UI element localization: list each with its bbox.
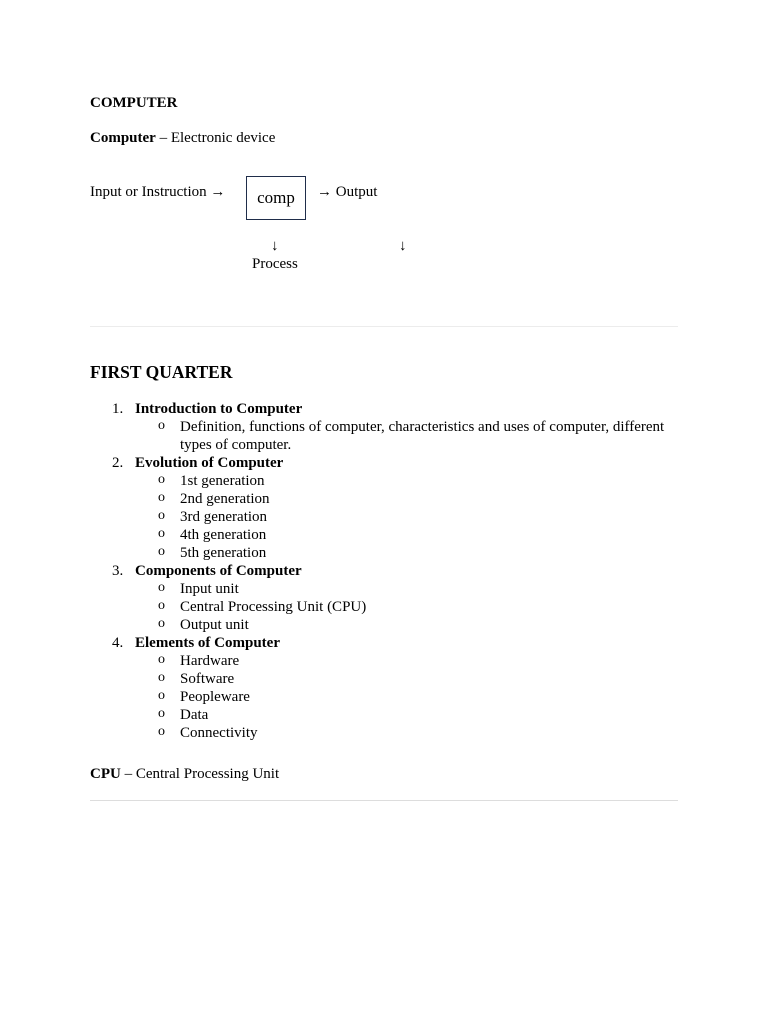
section-title: FIRST QUARTER [90,362,233,382]
diagram-computer-box [246,176,306,220]
cpu-definition [90,765,279,783]
item-number: 4. [112,635,124,651]
bullet-icon: o [158,706,165,721]
sub-item [90,670,678,688]
sub-item [90,418,678,454]
diagram-process-label: Process [252,256,298,272]
sub-item [90,724,678,742]
bullet-icon: o [158,526,165,541]
sub-item [90,652,678,670]
sub-item-text: Software [180,671,235,687]
item-title: Introduction to Computer [135,401,303,417]
sub-item [90,616,678,634]
sub-item [90,544,678,562]
bullet-icon: o [158,544,165,559]
diagram-box-label: comp [257,188,295,207]
item-number: 3. [112,563,124,579]
sub-item-text: Input unit [180,581,239,597]
sub-item-text: 3rd generation [180,509,268,525]
sub-item-text: Peopleware [180,689,250,705]
diagram-down-arrow-icon: ↓ [399,238,407,254]
sub-item [90,526,678,544]
bullet-icon: o [158,418,165,433]
bullet-icon: o [158,598,165,613]
bullet-icon: o [158,616,165,631]
diagram-input-label: Input or Instruction → [90,184,226,200]
sub-item-text: Central Processing Unit (CPU) [180,599,367,615]
sub-item-text: Data [180,707,209,723]
sub-item [90,706,678,724]
sub-item-text: Definition, functions of computer, characteristics and uses of computer, different types of computer. [180,419,665,453]
outline-item [90,454,678,562]
sub-item [90,580,678,598]
sub-item [90,688,678,706]
item-number: 2. [112,455,124,471]
sub-item-text: Output unit [180,617,249,633]
bullet-icon: o [158,472,165,487]
computer-definition [90,129,275,147]
diagram-down-arrow-icon: ↓ [271,238,279,254]
sub-item-text: 1st generation [180,473,265,489]
divider [90,326,678,327]
sub-item [90,508,678,526]
outline-item [90,562,678,634]
sub-item-text: 4th generation [180,527,267,543]
page-heading: COMPUTER [90,95,178,111]
divider [90,800,678,801]
diagram-output-label: → Output [317,184,378,200]
definition-text: – Electronic device [155,130,276,146]
cpu-definition-text: – Central Processing Unit [120,766,280,782]
bullet-icon: o [158,652,165,667]
sub-item [90,490,678,508]
item-number: 1. [112,401,124,417]
cpu-term: CPU [90,766,121,782]
bullet-icon: o [158,688,165,703]
sub-item [90,472,678,490]
bullet-icon: o [158,580,165,595]
sub-item-text: 5th generation [180,545,267,561]
sub-item-text: 2nd generation [180,491,270,507]
item-title: Elements of Computer [135,635,280,651]
sub-item-text: Connectivity [180,725,258,741]
topic-outline [90,400,678,742]
item-title: Evolution of Computer [135,455,284,471]
bullet-icon: o [158,670,165,685]
bullet-icon: o [158,490,165,505]
outline-item [90,634,678,742]
bullet-icon: o [158,508,165,523]
sub-item [90,598,678,616]
outline-item [90,400,678,454]
item-title: Components of Computer [135,563,302,579]
definition-term: Computer [90,130,156,146]
sub-item-text: Hardware [180,653,240,669]
bullet-icon: o [158,724,165,739]
